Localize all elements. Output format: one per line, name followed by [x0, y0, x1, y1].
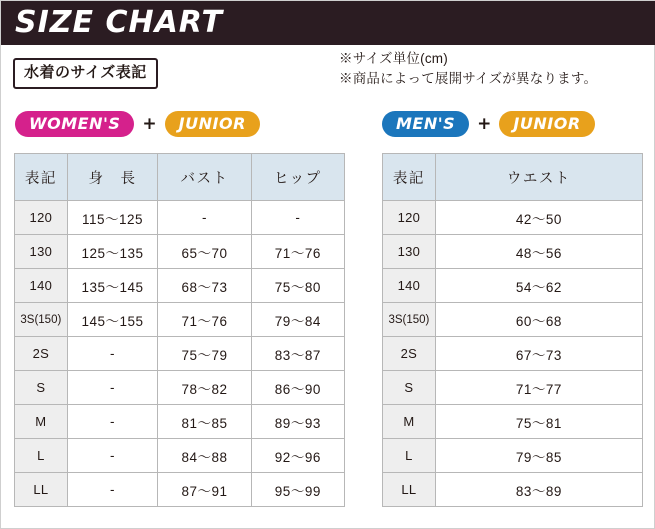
measurement-cell: 83〜89 — [435, 473, 642, 507]
women-size-table — [14, 153, 345, 507]
size-label-cell: 120 — [15, 201, 68, 235]
tag-mens: MEN'S — [382, 111, 469, 137]
measurement-cell: - — [251, 201, 344, 235]
measurement-cell: 135〜145 — [67, 269, 158, 303]
table-row — [15, 473, 345, 507]
table-row — [383, 235, 643, 269]
measurement-cell: 79〜85 — [435, 439, 642, 473]
note-unit: ※サイズ単位(cm) — [339, 51, 448, 66]
note-variation: ※商品によって展開サイズが異なります。 — [339, 71, 598, 86]
measurement-cell: 84〜88 — [158, 439, 251, 473]
measurement-cell: 75〜80 — [251, 269, 344, 303]
table-row — [15, 439, 345, 473]
measurement-cell: 87〜91 — [158, 473, 251, 507]
measurement-cell: 86〜90 — [251, 371, 344, 405]
column-header: バスト — [158, 154, 251, 201]
table-row — [15, 337, 345, 371]
table-header-row — [15, 154, 345, 201]
women-table-body — [15, 201, 345, 507]
size-label-cell: 3S(150) — [383, 303, 436, 337]
plus-sign-men: + — [477, 113, 492, 134]
size-label-cell: LL — [15, 473, 68, 507]
category-tags-men — [382, 111, 595, 137]
measurement-cell: 71〜77 — [435, 371, 642, 405]
table-row — [383, 337, 643, 371]
size-label-cell: 3S(150) — [15, 303, 68, 337]
measurement-cell: 95〜99 — [251, 473, 344, 507]
size-label-cell: L — [15, 439, 68, 473]
page-title: SIZE CHART — [15, 5, 224, 40]
measurement-cell: - — [67, 405, 158, 439]
table-row — [15, 201, 345, 235]
men-table-body — [383, 201, 643, 507]
measurement-cell: 48〜56 — [435, 235, 642, 269]
size-label-cell: S — [383, 371, 436, 405]
size-label-cell: 2S — [383, 337, 436, 371]
tag-junior-men: JUNIOR — [499, 111, 594, 137]
table-row — [383, 201, 643, 235]
measurement-cell: 115〜125 — [67, 201, 158, 235]
table-row — [383, 473, 643, 507]
category-tags-women — [15, 111, 260, 137]
column-header: 身 長 — [67, 154, 158, 201]
measurement-cell: 75〜79 — [158, 337, 251, 371]
notes-block — [339, 49, 597, 89]
table-row — [15, 371, 345, 405]
size-label-cell: M — [383, 405, 436, 439]
column-header: 表記 — [15, 154, 68, 201]
size-label-cell: 140 — [15, 269, 68, 303]
page-header-bar — [1, 1, 655, 45]
measurement-cell: 89〜93 — [251, 405, 344, 439]
measurement-cell: 145〜155 — [67, 303, 158, 337]
table-row — [383, 405, 643, 439]
column-header: ヒップ — [251, 154, 344, 201]
size-label-cell: 140 — [383, 269, 436, 303]
measurement-cell: - — [67, 473, 158, 507]
measurement-cell: - — [158, 201, 251, 235]
size-label-cell: 130 — [383, 235, 436, 269]
measurement-cell: - — [67, 337, 158, 371]
size-label-cell: S — [15, 371, 68, 405]
column-header: ウエスト — [435, 154, 642, 201]
measurement-cell: 42〜50 — [435, 201, 642, 235]
size-label-cell: L — [383, 439, 436, 473]
measurement-cell: 78〜82 — [158, 371, 251, 405]
measurement-cell: 81〜85 — [158, 405, 251, 439]
size-label-cell: 120 — [383, 201, 436, 235]
measurement-cell: 54〜62 — [435, 269, 642, 303]
measurement-cell: 68〜73 — [158, 269, 251, 303]
measurement-cell: 79〜84 — [251, 303, 344, 337]
tag-womens: WOMEN'S — [15, 111, 134, 137]
measurement-cell: 125〜135 — [67, 235, 158, 269]
table-row — [15, 235, 345, 269]
table-row — [383, 371, 643, 405]
measurement-cell: 83〜87 — [251, 337, 344, 371]
table-row — [15, 269, 345, 303]
plus-sign-women: + — [142, 113, 157, 134]
measurement-cell: - — [67, 371, 158, 405]
measurement-cell: 71〜76 — [251, 235, 344, 269]
table-row — [15, 303, 345, 337]
column-header: 表記 — [383, 154, 436, 201]
table-row — [383, 269, 643, 303]
measurement-cell: 67〜73 — [435, 337, 642, 371]
measurement-cell: 75〜81 — [435, 405, 642, 439]
size-label-cell: 2S — [15, 337, 68, 371]
subhead-label: 水着のサイズ表記 — [13, 58, 158, 89]
size-label-cell: 130 — [15, 235, 68, 269]
tag-junior-women: JUNIOR — [165, 111, 260, 137]
table-row — [15, 405, 345, 439]
measurement-cell: 92〜96 — [251, 439, 344, 473]
measurement-cell: 71〜76 — [158, 303, 251, 337]
men-size-table — [382, 153, 643, 507]
measurement-cell: 65〜70 — [158, 235, 251, 269]
measurement-cell: 60〜68 — [435, 303, 642, 337]
table-row — [383, 303, 643, 337]
table-header-row — [383, 154, 643, 201]
table-row — [383, 439, 643, 473]
measurement-cell: - — [67, 439, 158, 473]
size-label-cell: M — [15, 405, 68, 439]
size-label-cell: LL — [383, 473, 436, 507]
